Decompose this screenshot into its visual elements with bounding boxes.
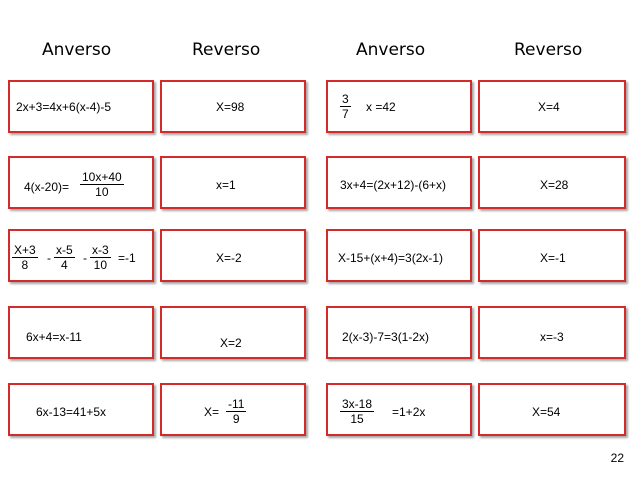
answer-text: X=-2	[216, 251, 242, 265]
card-right-r4-front	[326, 306, 472, 359]
card-right-r1-back	[478, 80, 626, 133]
card-left-r2-back	[160, 156, 306, 209]
fraction: $\frac{10x+40}{10}$	[82, 170, 122, 199]
card-left-r5-back	[160, 383, 306, 436]
fraction: $\frac{X+3}{8}$	[14, 243, 36, 272]
equation-text: X-15+(x+4)=3(2x-1)	[338, 251, 444, 265]
card-right-r5-front	[326, 383, 472, 436]
header-reverso-right: Reverso	[514, 40, 583, 60]
card-right-r4-back	[478, 306, 626, 359]
card-left-r4-front	[8, 306, 154, 359]
fraction: $\frac{-11}{9}$	[228, 397, 245, 426]
fraction: $\frac{3}{7}$	[342, 92, 349, 121]
card-left-r5-front	[8, 383, 154, 436]
card-right-r1-front	[326, 80, 472, 133]
operator-text: -	[83, 251, 87, 265]
card-right-r2-front	[326, 156, 472, 209]
answer-text: X=2	[220, 336, 242, 350]
equation-text: 2x+3=4x+6(x-4)-5	[16, 100, 112, 114]
equation-text: =1+2x	[392, 405, 426, 419]
equation-text: 6x-13=41+5x	[36, 405, 107, 419]
page-number: 22	[610, 451, 624, 465]
card-left-r2-front	[8, 156, 154, 209]
card-left-r3-front	[8, 229, 154, 282]
equation-text: =-1	[118, 251, 136, 265]
card-left-r4-back	[160, 306, 306, 359]
answer-text: X=4	[538, 100, 560, 114]
answer-text: X=98	[216, 100, 245, 114]
card-left-r1-back	[160, 80, 306, 133]
fraction: $\frac{3x-18}{15}$	[342, 397, 373, 426]
header-anverso-right: Anverso	[356, 40, 426, 60]
answer-text: X=-1	[540, 251, 566, 265]
header-anverso-left: Anverso	[42, 40, 112, 60]
card-left-r1-front	[8, 80, 154, 133]
equation-text: 6x+4=x-11	[26, 330, 82, 344]
equation-text: 4(x-20)=	[24, 180, 70, 194]
answer-text: X=28	[540, 178, 569, 192]
card-left-r3-back	[160, 229, 306, 282]
equation-text: x =42	[366, 100, 396, 114]
answer-text: x=1	[216, 178, 236, 192]
card-right-r3-front	[326, 229, 472, 282]
card-right-r5-back	[478, 383, 626, 436]
answer-text: x=-3	[540, 330, 564, 344]
fraction: $\frac{x-5}{4}$	[56, 243, 73, 272]
header-reverso-left: Reverso	[192, 40, 261, 60]
card-right-r2-back	[478, 156, 626, 209]
equation-text: 3x+4=(2x+12)-(6+x)	[340, 178, 447, 192]
card-right-r3-back	[478, 229, 626, 282]
answer-text: X=54	[532, 405, 561, 419]
operator-text: -	[47, 251, 51, 265]
answer-text: X=	[204, 405, 220, 419]
fraction: $\frac{x-3}{10}$	[92, 243, 109, 272]
equation-text: 2(x-3)-7=3(1-2x)	[342, 330, 430, 344]
